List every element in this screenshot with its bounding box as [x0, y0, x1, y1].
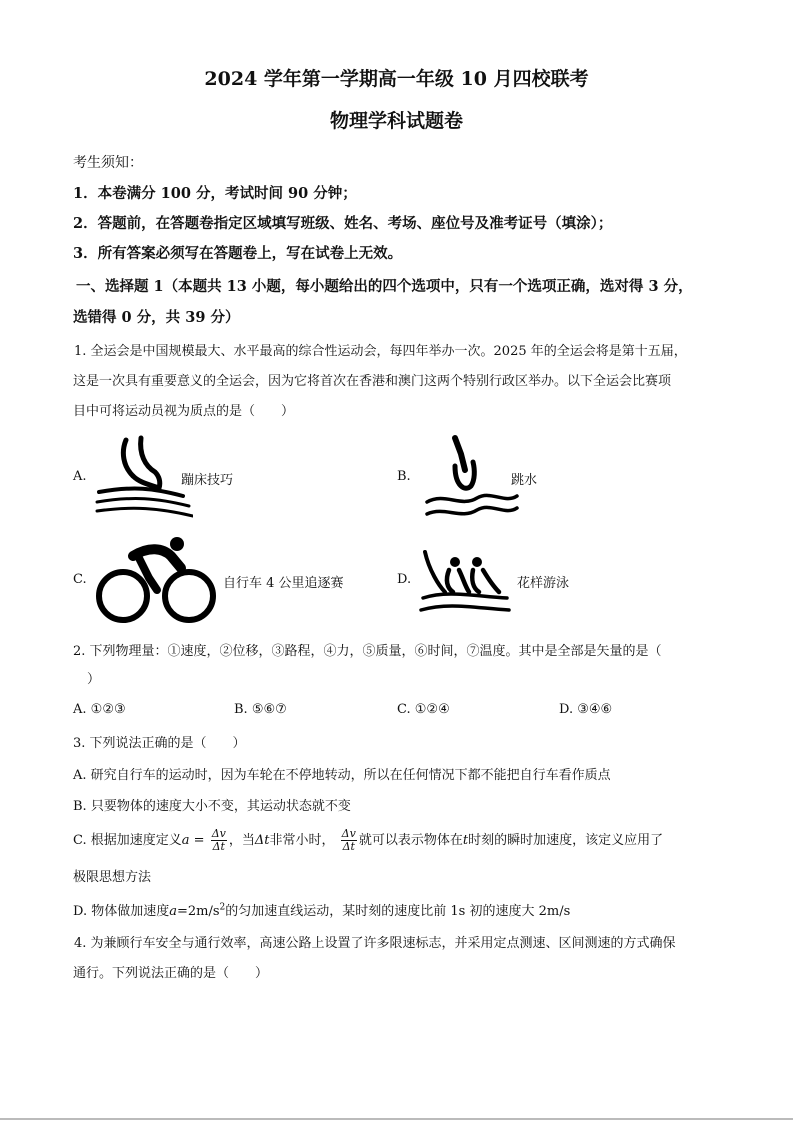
q1-option-c-label: C. [73, 572, 87, 587]
q3-option-d [73, 900, 733, 919]
q1-option-b-caption: 跳水 [511, 473, 538, 488]
q1-option-c [73, 534, 393, 626]
q2-option-d-label: D. [559, 702, 574, 717]
q1-option-a-caption: 蹦床技巧 [181, 473, 234, 488]
q2-option-d [559, 702, 612, 717]
q2-option-a-label: A. [73, 702, 87, 717]
q3-c-text-2: ，当 [228, 833, 255, 848]
q1-stem-line3: 目中可将运动员视为质点的是（ ） [73, 404, 295, 419]
q3-option-c-line2: 极限思想方法 [73, 870, 152, 885]
q1-stem-line2: 这是一次具有重要意义的全运会，因为它将首次在香港和澳门这两个特别行政区举办。以下全运会比赛项 [73, 374, 672, 389]
q3-d-var-a: a [169, 904, 177, 919]
q3-d-superscript: 2 [219, 902, 226, 913]
q3-c-text-3: 非常小时， [269, 833, 335, 848]
q3-c-frac2-num: Δv [341, 827, 356, 840]
q1-stem-line1: 1. 全运会是中国规模最大、水平最高的综合性运动会，每四年举办一次。2025 年的全运会将是第十五届， [74, 344, 687, 359]
q1-option-b-label: B. [397, 469, 411, 484]
q1-option-d-caption: 花样游泳 [517, 576, 570, 591]
trampoline-icon [93, 432, 193, 524]
q3-option-a: A. 研究自行车的运动时，因为车轮在不停地转动，所以在任何情况下都不能把自行车看作质点 [73, 768, 611, 783]
q2-option-b [234, 702, 287, 717]
q2-stem-line1: 2. 下列物理量：①速度，②位移，③路程，④力，⑤质量，⑥时间，⑦温度。其中是全部是矢量的是（ [73, 644, 662, 659]
q3-c-text-5: 时刻的瞬时加速度，该定义应用了 [468, 833, 664, 848]
q3-c-fraction-1 [211, 828, 227, 853]
q3-c-frac1-num: Δv [211, 827, 226, 840]
q2-option-c [397, 702, 450, 717]
q1-option-a [73, 432, 373, 524]
q3-c-equals: = [193, 833, 205, 848]
q2-option-a [73, 702, 126, 717]
q2-option-c-text: ①②④ [414, 702, 450, 717]
q1-option-a-label: A. [73, 469, 87, 484]
synchronized-swimming-icon [419, 540, 515, 620]
q2-option-a-text: ①②③ [90, 702, 126, 717]
q1-option-b [397, 432, 697, 524]
diving-icon [421, 432, 521, 524]
q3-c-text-4: 就可以表示物体在 [358, 833, 463, 848]
q2-option-c-label: C. [397, 702, 411, 717]
q3-d-value: =2m/s [177, 904, 220, 919]
notice-item-1: 1．本卷满分 100 分，考试时间 90 分钟； [73, 185, 357, 202]
q3-d-text-2: 的匀加速直线运动，某时刻的速度比前 1s 初的速度大 2m/s [225, 904, 571, 919]
q3-option-b: B. 只要物体的速度大小不变，其运动状态就不变 [73, 799, 351, 814]
exam-title: 2024 学年第一学期高一年级 10 月四校联考 [204, 68, 589, 90]
q1-option-d-label: D. [397, 572, 412, 587]
q3-c-frac2-den: Δt [342, 840, 355, 853]
q3-c-var-a: a [181, 833, 190, 848]
notice-heading: 考生须知： [73, 155, 143, 171]
q1-option-c-caption: 自行车 4 公里追逐赛 [223, 576, 344, 591]
section1-heading-line2: 选错得 0 分，共 39 分） [73, 309, 240, 326]
notice-item-3: 3．所有答案必须写在答题卷上，写在试卷上无效。 [73, 245, 403, 262]
q3-c-text-1: C. 根据加速度定义 [73, 833, 182, 848]
q3-stem: 3. 下列说法正确的是（ ） [73, 736, 246, 751]
q2-option-d-text: ③④⑥ [577, 702, 613, 717]
q3-c-frac1-den: Δt [212, 840, 225, 853]
q3-c-fraction-2 [341, 828, 357, 853]
q1-option-d [397, 534, 697, 626]
q2-stem-line2: ） [87, 672, 101, 687]
section1-heading-line1: 一、选择题 1（本题共 13 小题，每小题给出的四个选项中，只有一个选项正确，选对得 3 分， [76, 278, 693, 295]
q2-option-b-text: ⑤⑥⑦ [251, 702, 287, 717]
page-bottom-border [0, 1118, 793, 1120]
cycling-icon [93, 534, 219, 626]
q3-option-c-line1 [73, 828, 733, 853]
q3-d-text-1: D. 物体做加速度 [73, 904, 170, 919]
q2-option-b-label: B. [234, 702, 248, 717]
exam-subtitle: 物理学科试题卷 [329, 110, 463, 132]
q3-c-var-t: t [462, 833, 469, 848]
q3-c-dt: Δt [254, 833, 270, 848]
q4-stem-line2: 通行。下列说法正确的是（ ） [73, 966, 269, 981]
q4-stem-line1: 4. 为兼顾行车安全与通行效率，高速公路上设置了许多限速标志，并采用定点测速、区间测速的方式确保 [74, 936, 676, 951]
notice-item-2: 2．答题前，在答题卷指定区域填写班级、姓名、考场、座位号及准考证号（填涂）； [73, 215, 613, 232]
